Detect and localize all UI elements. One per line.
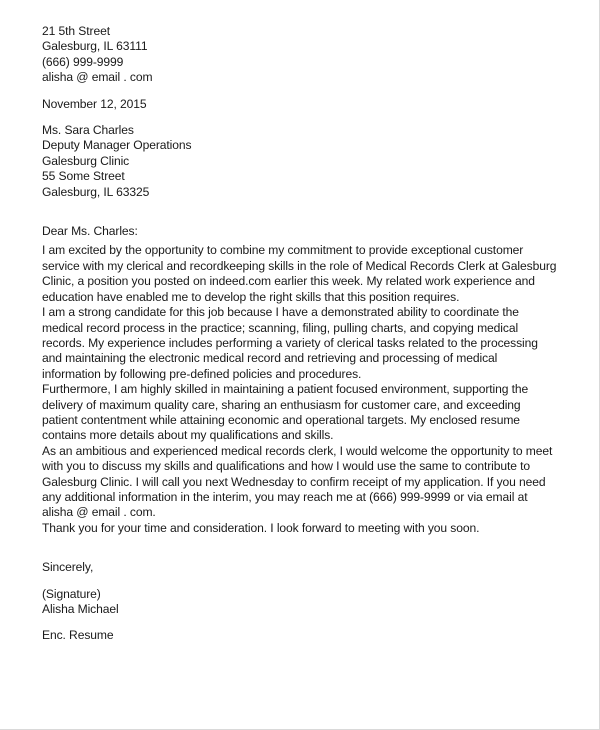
letter-body [42,243,557,536]
enclosure-note: Enc. Resume [42,628,114,643]
enclosure-block [42,628,542,643]
recipient-street: 55 Some Street [42,169,125,184]
paragraph-line: alisha @ email . com. [42,505,156,520]
paragraph-line: education have enabled me to develop the right skills that this position requires. [42,289,460,304]
letter-date: November 12, 2015 [42,96,147,111]
body-paragraph-3 [42,382,542,444]
paragraph-line: I am excited by the opportunity to combine my commitment to provide exceptional customer [42,243,524,258]
recipient-title: Deputy Manager Operations [42,138,192,153]
paragraph-line: records. My experience includes performing a variety of clerical tasks related to the processing [42,335,538,350]
signature: (Signature) [42,586,101,601]
salutation: Dear Ms. Charles: [42,224,138,239]
sender-city-state-zip: Galesburg, IL 63111 [42,39,148,54]
paragraph-line: I am a strong candidate for this job because I have a demonstrated ability to coordinate the [42,305,519,320]
paragraph-line: any additional information in the interim, you may reach me at (666) 999-9999 or via email at [42,489,528,504]
paragraph-line: As an ambitious and experienced medical records clerk, I would welcome the opportunity to meet [42,443,553,458]
paragraph-line: service with my clerical and recordkeeping skills in the role of Medical Records Clerk at Galesburg [42,258,557,273]
paragraph-line: Furthermore, I am highly skilled in maintaining a patient focused environment, supporting the [42,382,529,397]
sender-email: alisha @ email . com [42,70,153,85]
body-paragraph-2 [42,305,542,382]
letter-date-block [42,97,542,112]
body-paragraph-4 [42,443,553,521]
cover-letter [42,24,557,644]
paragraph-line: with you to discuss my skills and qualifications and how I would use the same to contribute to [42,459,531,474]
signature-block [42,587,542,618]
body-paragraph-1 [42,243,557,305]
sender-address [42,24,542,86]
paragraph-line: and maintaining the electronic medical record and retrieving and processing of medical [42,351,498,366]
paragraph-line: medical record process in the practice; scanning, filing, pulling charts, and copying medical [42,320,519,335]
closing: Sincerely, [42,560,94,575]
signer-name: Alisha Michael [42,602,119,616]
paragraph-line: contains more details about my qualifications and skills. [42,428,334,443]
sender-street: 21 5th Street [42,24,110,38]
paragraph-line: patient contentment while attaining economic and operational targets. My enclosed resume [42,412,520,427]
recipient-name: Ms. Sara Charles [42,123,134,138]
salutation-block [42,224,542,239]
recipient-city-state-zip: Galesburg, IL 63325 [42,184,150,199]
recipient-organization: Galesburg Clinic [42,153,130,168]
sender-phone: (666) 999-9999 [42,54,124,69]
body-paragraph-5 [42,521,542,536]
closing-block [42,560,542,575]
paragraph-line: Clinic, a position you posted on indeed.com earlier this week. My related work experience and [42,274,535,289]
paragraph-line: Thank you for your time and consideration. I look forward to meeting with you soon. [42,520,480,535]
paragraph-line: Galesburg Clinic. I will call you next Wednesday to confirm receipt of my application. If you need [42,474,546,489]
paragraph-line: delivery of maximum quality care, sharing an enthusiasm for customer care, and exceeding [42,397,521,412]
paragraph-line: information by following pre-defined policies and procedures. [42,366,362,381]
recipient-address [42,123,542,200]
